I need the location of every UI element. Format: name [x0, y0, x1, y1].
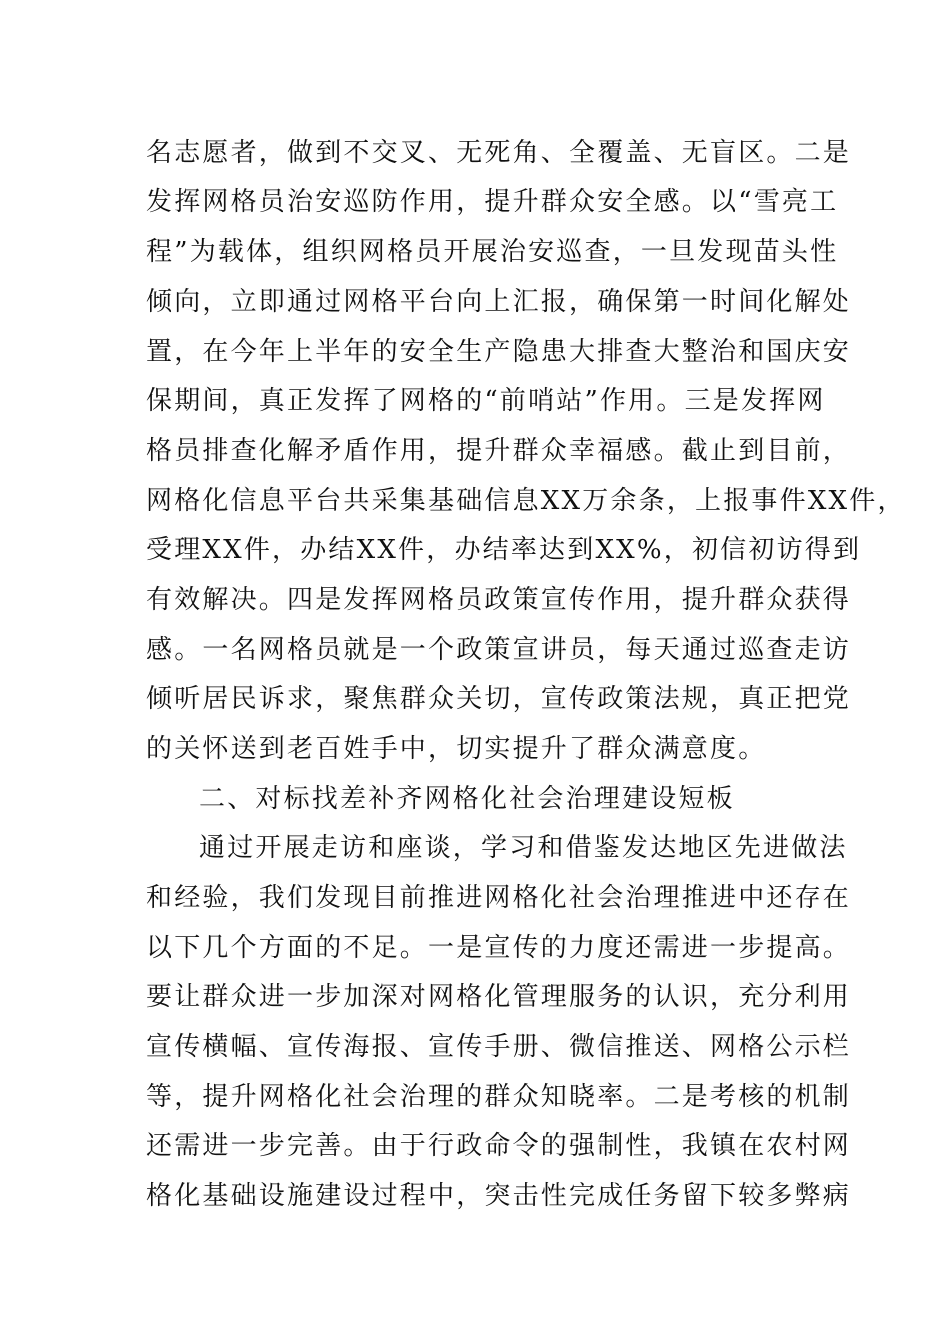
paragraph-line: 受理XX件，办结XX件，办结率达到XX%，初信初访得到	[146, 535, 862, 565]
paragraph-line: 网格化信息平台共采集基础信息XX万余条，上报事件XX件，	[146, 486, 906, 516]
paragraph-line: 倾听居民诉求，聚焦群众关切，宣传政策法规，真正把党	[146, 684, 852, 714]
paragraph-line: 程”为载体，组织网格员开展治安巡查，一旦发现苗头性	[146, 237, 839, 267]
paragraph-line: 感。一名网格员就是一个政策宣讲员，每天通过巡查走访	[146, 635, 852, 665]
paragraph-line: 要让群众进一步加深对网格化管理服务的认识，充分利用	[146, 982, 852, 1012]
paragraph-line: 格化基础设施建设过程中，突击性完成任务留下较多弊病	[146, 1181, 852, 1211]
paragraph-line: 等，提升网格化社会治理的群众知晓率。二是考核的机制	[146, 1082, 852, 1112]
paragraph-line: 置，在今年上半年的安全生产隐患大排查大整治和国庆安	[146, 337, 852, 367]
paragraph-line: 以下几个方面的不足。一是宣传的力度还需进一步提高。	[146, 933, 852, 963]
paragraph-line: 倾向，立即通过网格平台向上汇报，确保第一时间化解处	[146, 287, 852, 317]
paragraph-line: 发挥网格员治安巡防作用，提升群众安全感。以“雪亮工	[146, 187, 839, 217]
paragraph-line: 保期间，真正发挥了网格的“前哨站”作用。三是发挥网	[146, 386, 826, 416]
paragraph-line: 宣传横幅、宣传海报、宣传手册、微信推送、网格公示栏	[146, 1032, 852, 1062]
paragraph-line: 名志愿者，做到不交叉、无死角、全覆盖、无盲区。二是	[146, 138, 852, 168]
paragraph-line: 格员排查化解矛盾作用，提升群众幸福感。截止到目前，	[146, 436, 852, 466]
paragraph-line: 还需进一步完善。由于行政命令的强制性，我镇在农村网	[146, 1131, 852, 1161]
paragraph-line: 通过开展走访和座谈，学习和借鉴发达地区先进做法	[199, 833, 848, 863]
section-heading: 二、对标找差补齐网格化社会治理建设短板	[199, 784, 735, 814]
paragraph-line: 的关怀送到老百姓手中，切实提升了群众满意度。	[146, 734, 767, 764]
paragraph-line: 有效解决。四是发挥网格员政策宣传作用，提升群众获得	[146, 585, 852, 615]
paragraph-line: 和经验，我们发现目前推进网格化社会治理推进中还存在	[146, 883, 852, 913]
